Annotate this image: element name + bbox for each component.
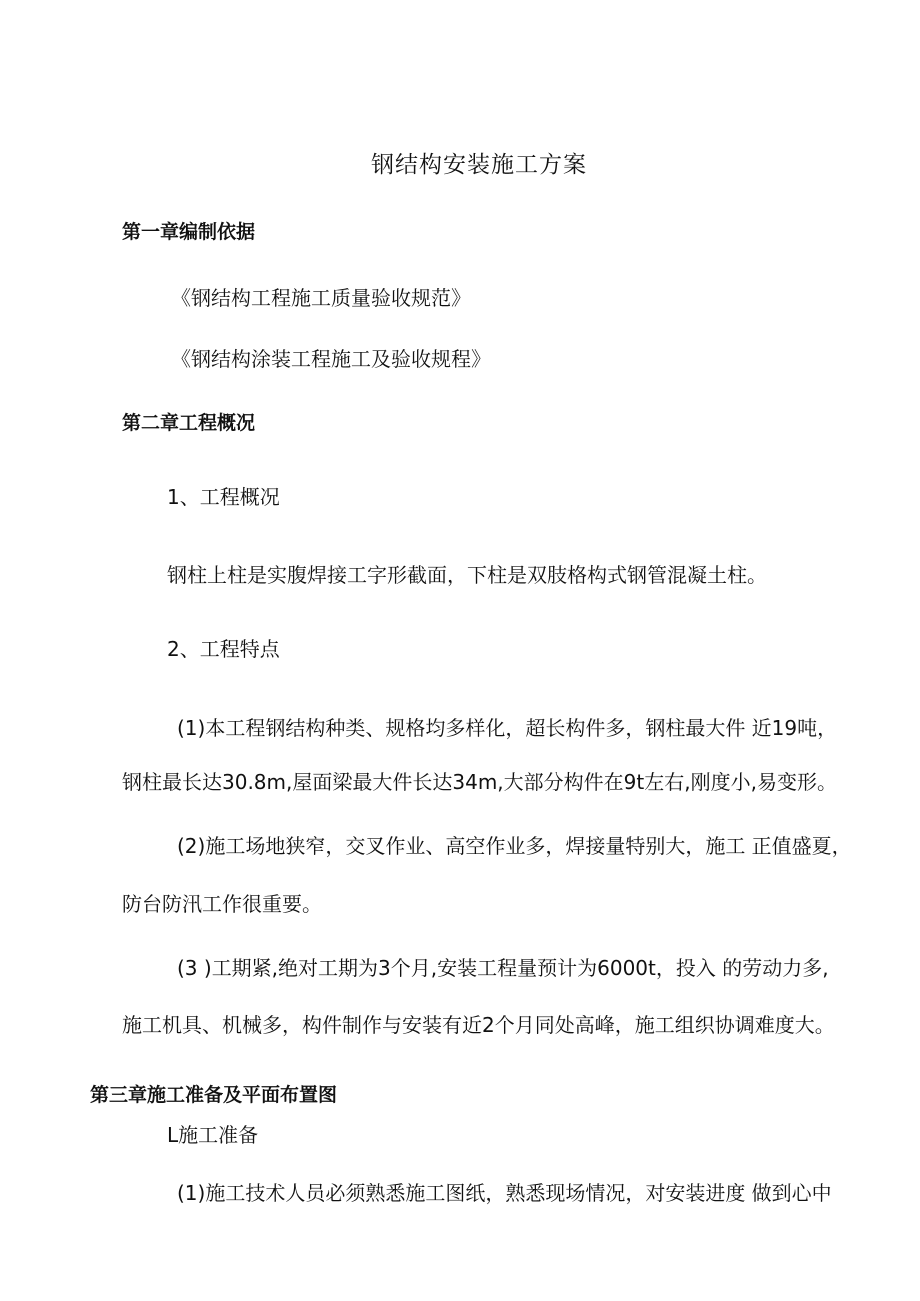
paragraph-1-line-1: (1)本工程钢结构种类、规格均多样化，超长构件多，钢柱最大件 近19吨， xyxy=(177,716,838,740)
chapter-2-heading: 第二章工程概况 xyxy=(122,412,256,434)
paragraph-1-line-2: 钢柱最长达30.8m,屋面梁最大件长达34m,大部分构件在9t左右,刚度小,易变形。 xyxy=(122,770,837,794)
paragraph-2-line-1: (2)施工场地狭窄，交叉作业、高空作业多，焊接量特别大，施工 正值盛夏， xyxy=(177,834,852,858)
paragraph-2-line-2: 防台防汛工作很重要。 xyxy=(122,892,322,916)
chapter-3-paragraph-1-line-1: (1)施工技术人员必须熟悉施工图纸，熟悉现场情况，对安装进度 做到心中 xyxy=(177,1181,832,1205)
chapter-3-heading: 第三章施工准备及平面布置图 xyxy=(90,1084,338,1106)
paragraph-3-line-1: (3 )工期紧,绝对工期为3个月,安装工程量预计为6000t，投入 的劳动力多, xyxy=(177,956,829,980)
section-1-title: 1、工程概况 xyxy=(167,485,280,509)
chapter-3-section-1-title: L施工准备 xyxy=(167,1123,259,1147)
document-title: 钢结构安装施工方案 xyxy=(371,152,587,178)
reference-item-1: 《钢结构工程施工质量验收规范》 xyxy=(171,286,471,310)
chapter-1-heading: 第一章编制依据 xyxy=(122,221,256,243)
reference-item-2: 《钢结构涂装工程施工及验收规程》 xyxy=(171,347,491,371)
section-2-title: 2、工程特点 xyxy=(167,637,280,661)
paragraph-3-line-2: 施工机具、机械多，构件制作与安装有近2个月同处高峰，施工组织协调难度大。 xyxy=(122,1013,835,1037)
section-1-text: 钢柱上柱是实腹焊接工字形截面，下柱是双肢格构式钢管混凝土柱。 xyxy=(167,563,767,587)
